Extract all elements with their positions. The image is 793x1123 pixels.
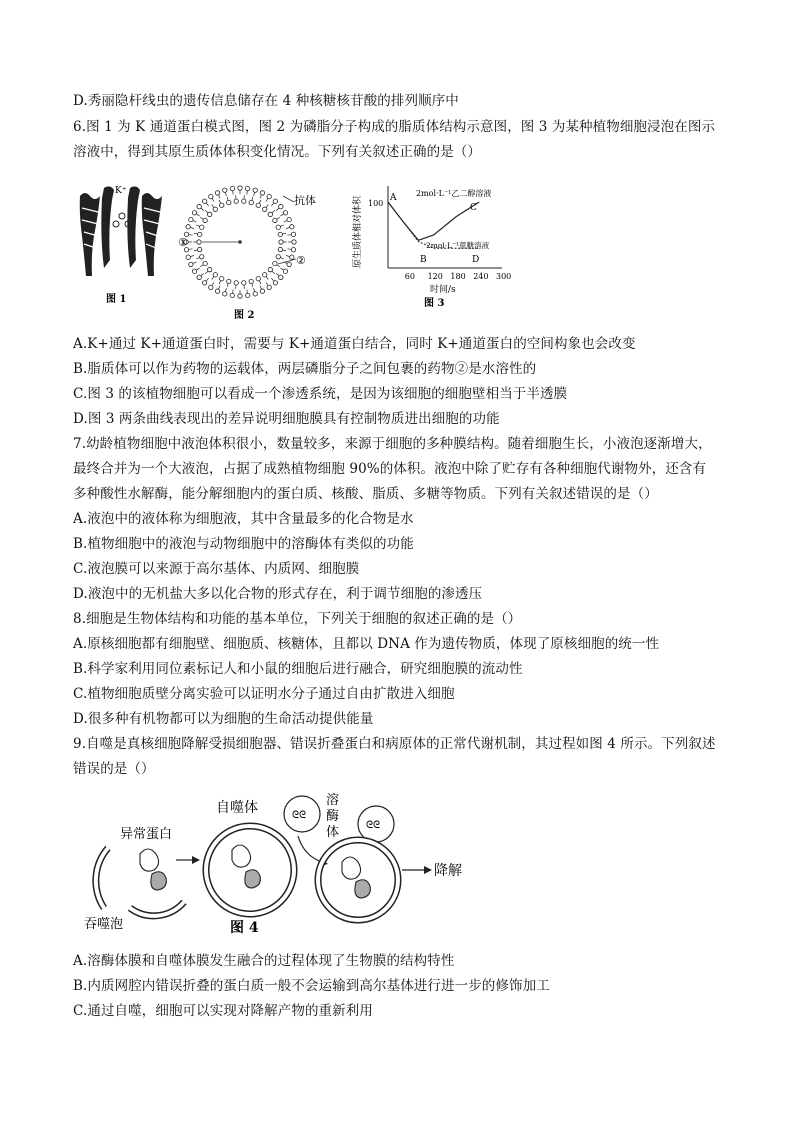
- phospholipid-head: [220, 277, 224, 281]
- fig4-autophagosome-label: 自噬体: [216, 800, 258, 816]
- phospholipid-head: [202, 199, 206, 203]
- fig4-lysosome-char2: 酶: [326, 809, 340, 824]
- phospholipid-head: [253, 292, 257, 296]
- phospholipid-head: [249, 279, 253, 283]
- fig2-caption: 图 2: [234, 310, 255, 321]
- phospholipid-head: [291, 232, 295, 236]
- q9-stem-line1: 9.自噬是真核细胞降解受损细胞器、错误折叠蛋白和病原体的正常代谢机制，其过程如图 4 所示。下列叙述: [73, 736, 716, 752]
- phospholipid-head: [192, 211, 196, 215]
- phospholipid-head: [292, 240, 296, 244]
- phospholipid-head: [273, 199, 277, 203]
- phospholipid-head: [279, 240, 283, 244]
- phospholipid-head: [200, 255, 204, 259]
- chart-legend-lower: 2mol·L⁻¹蔗糖溶液: [426, 241, 490, 250]
- phospholipid-head: [283, 269, 287, 273]
- phospholipid-head: [249, 200, 253, 204]
- phospholipid-head: [276, 255, 280, 259]
- phospholipid-head: [273, 261, 277, 265]
- phospholipid-head: [256, 277, 260, 281]
- q7-option-a: A.液泡中的液体称为细胞液，其中含量最多的化合物是水: [73, 511, 414, 527]
- phospholipid-head: [230, 293, 234, 297]
- fig2-label-1: ①: [178, 236, 188, 249]
- phospholipid-head: [263, 207, 267, 211]
- phospholipid-head: [245, 293, 249, 297]
- chart-series-ethylene-glycol: [388, 202, 479, 240]
- phospholipid-head: [268, 267, 272, 271]
- q7-stem-line3: 多种酸性水解酶，能分解细胞内的蛋白质、核酸、脂质、多糖等物质。下列有关叙述错误的是（）: [73, 486, 658, 502]
- q6-option-b: B.脂质体可以作为药物的运载体，两层磷脂分子之间包裹的药物②是水溶性的: [73, 361, 537, 377]
- phospholipid-head: [189, 217, 193, 221]
- phospholipid-head: [242, 281, 246, 285]
- q6-option-a: A.K+通过 K+通道蛋白时，需要与 K+通道蛋白结合，同时 K+通道蛋白的空间构象也会改变: [73, 336, 636, 352]
- chart-ytick-100: 100: [368, 199, 384, 208]
- q6-option-c: C.图 3 的该植物细胞可以看成一个渗透系统，是因为该细胞的细胞壁相当于半透膜: [73, 386, 568, 402]
- figure-4-autophagy: [80, 790, 480, 940]
- phospholipid-head: [260, 191, 264, 195]
- phospholipid-head: [267, 194, 271, 198]
- phospholipid-head: [238, 186, 242, 190]
- phospholipid-head: [197, 247, 201, 251]
- fig3-caption: 图 3: [424, 298, 445, 309]
- q8-option-d: D.很多种有机物都可以为细胞的生命活动提供能量: [73, 711, 374, 727]
- phospholipid-head: [242, 199, 246, 203]
- phospholipid-head: [273, 218, 277, 222]
- chart-point-d: D: [472, 255, 480, 265]
- q6-option-d: D.图 3 两条曲线表现出的差异说明细胞膜具有控制物质进出细胞的功能: [73, 411, 500, 427]
- phospholipid-head: [263, 273, 267, 277]
- phospholipid-head: [238, 294, 242, 298]
- q8-option-a: A.原核细胞都有细胞壁、细胞质、核糖体，且都以 DNA 作为遗传物质，体现了原核细胞的统一性: [73, 636, 660, 652]
- phospholipid-head: [227, 200, 231, 204]
- phospholipid-head: [230, 186, 234, 190]
- phospholipid-head: [234, 281, 238, 285]
- fig4-caption: 图 4: [230, 920, 259, 936]
- q6-stem-line1: 6.图 1 为 K 通道蛋白模式图，图 2 为磷脂分子构成的脂质体结构示意图，图 3 为某种植物细胞浸泡在图示: [73, 119, 716, 135]
- fig4-phagophore-label: 吞噬泡: [84, 917, 124, 932]
- svg-text:ᘓᘓ: ᘓᘓ: [366, 820, 381, 831]
- phospholipid-head: [186, 255, 190, 259]
- phospholipid-head: [273, 281, 277, 285]
- fig4-degrade-label: 降解: [434, 863, 462, 879]
- phospholipid-head: [197, 275, 201, 279]
- phospholipid-head: [276, 225, 280, 229]
- chart-xlabel: 时间/s: [430, 285, 456, 295]
- q7-stem-line2: 最终合并为一个大液泡，占据了成熟植物细胞 90%的体积。液泡中除了贮存有各种细胞代谢物外，还含有: [73, 461, 707, 477]
- phospholipid-head: [287, 262, 291, 266]
- phospholipid-head: [209, 285, 213, 289]
- phospholipid-head: [290, 255, 294, 259]
- figure-1-k-channel: [72, 178, 172, 308]
- phospholipid-head: [186, 225, 190, 229]
- phospholipid-head: [197, 204, 201, 208]
- q5-option-d: D.秀丽隐杆线虫的遗传信息储存在 4 种核糖核苷酸的排列顺序中: [73, 93, 459, 109]
- chart-point-b: B: [420, 255, 427, 265]
- chart-legend-upper: 2mol·L⁻¹乙二醇溶液: [416, 189, 492, 198]
- phospholipid-head: [278, 247, 282, 251]
- svg-text:ᘓᘓ: ᘓᘓ: [292, 810, 307, 821]
- fig4-lysosome-char1: 溶: [326, 793, 340, 808]
- q8-option-c: C.植物细胞质壁分离实验可以证明水分子通过自由扩散进入细胞: [73, 686, 455, 702]
- chart-ylabel: 原生质体相对体积: [353, 195, 363, 268]
- phospholipid-head: [215, 289, 219, 293]
- phospholipid-head: [197, 232, 201, 236]
- phospholipid-head: [223, 188, 227, 192]
- figure-2-liposome: [178, 182, 338, 322]
- fig1-caption: 图 1: [106, 294, 127, 305]
- phospholipid-head: [192, 269, 196, 273]
- q7-option-d: D.液泡中的无机盐大多以化合物的形式存在，利于调节细胞的渗透压: [73, 586, 483, 602]
- fig4-lysosome-char3: 体: [326, 825, 340, 840]
- phospholipid-head: [279, 204, 283, 208]
- chart-xtick-label: 60: [404, 272, 415, 281]
- phospholipid-head: [203, 261, 207, 265]
- q7-option-b: B.植物细胞中的液泡与动物细胞中的溶酶体有类似的功能: [73, 536, 414, 552]
- phospholipid-head: [256, 203, 260, 207]
- phospholipid-head: [209, 194, 213, 198]
- phospholipid-head: [215, 191, 219, 195]
- phospholipid-head: [234, 199, 238, 203]
- phospholipid-head: [283, 211, 287, 215]
- q9-option-c: C.通过自噬，细胞可以实现对降解产物的重新利用: [73, 1003, 373, 1019]
- phospholipid-head: [287, 217, 291, 221]
- q7-stem-line1: 7.幼龄植物细胞中液泡体积很小，数量较多，来源于细胞的多种膜结构。随着细胞生长，小液泡逐渐增大，: [73, 436, 712, 452]
- chart-xtick-label: 180: [450, 272, 466, 281]
- phospholipid-head: [253, 188, 257, 192]
- q9-option-b: B.内质网腔内错误折叠的蛋白质一般不会运输到高尔基体进行进一步的修饰加工: [73, 978, 550, 994]
- phospholipid-head: [260, 289, 264, 293]
- phospholipid-head: [278, 232, 282, 236]
- phospholipid-head: [202, 281, 206, 285]
- chart-point-a: A: [390, 193, 397, 203]
- fig4-abnormal-protein-label: 异常蛋白: [120, 827, 173, 842]
- q9-option-a: A.溶酶体膜和自噬体膜发生融合的过程体现了生物膜的结构特性: [73, 953, 455, 969]
- chart-point-c: C: [470, 203, 477, 213]
- phospholipid-head: [290, 225, 294, 229]
- phospholipid-head: [279, 275, 283, 279]
- phospholipid-head: [223, 292, 227, 296]
- fig2-label-2: ②: [296, 254, 306, 267]
- chart-xtick-label: 120: [427, 272, 443, 281]
- q9-stem-line2: 错误的是（）: [73, 761, 155, 777]
- chart-xtick-label: 300: [496, 272, 512, 281]
- q8-option-b: B.科学家利用同位素标记人和小鼠的细胞后进行融合，研究细胞膜的流动性: [73, 661, 523, 677]
- phospholipid-head: [208, 267, 212, 271]
- fig1-ion-label: K⁺: [115, 186, 127, 196]
- chart-xtick-label: 240: [473, 272, 489, 281]
- phospholipid-head: [267, 285, 271, 289]
- phospholipid-head: [197, 240, 201, 244]
- figure-3-chart: [352, 178, 522, 313]
- phospholipid-head: [291, 247, 295, 251]
- q7-option-c: C.液泡膜可以来源于高尔基体、内质网、细胞膜: [73, 561, 360, 577]
- phospholipid-head: [245, 186, 249, 190]
- phospholipid-head: [227, 279, 231, 283]
- phospholipid-head: [208, 212, 212, 216]
- phospholipid-head: [213, 273, 217, 277]
- phospholipid-head: [189, 262, 193, 266]
- q8-stem: 8.细胞是生物体结构和功能的基本单位，下列关于细胞的叙述正确的是（）: [73, 611, 522, 627]
- fig2-antibody-label: 抗体: [294, 194, 316, 207]
- phospholipid-head: [268, 212, 272, 216]
- q6-stem-line2: 溶液中，得到其原生质体体积变化情况。下列有关叙述正确的是（）: [73, 144, 481, 160]
- phospholipid-head: [203, 218, 207, 222]
- phospholipid-head: [220, 203, 224, 207]
- phospholipid-head: [213, 207, 217, 211]
- phospholipid-head: [200, 225, 204, 229]
